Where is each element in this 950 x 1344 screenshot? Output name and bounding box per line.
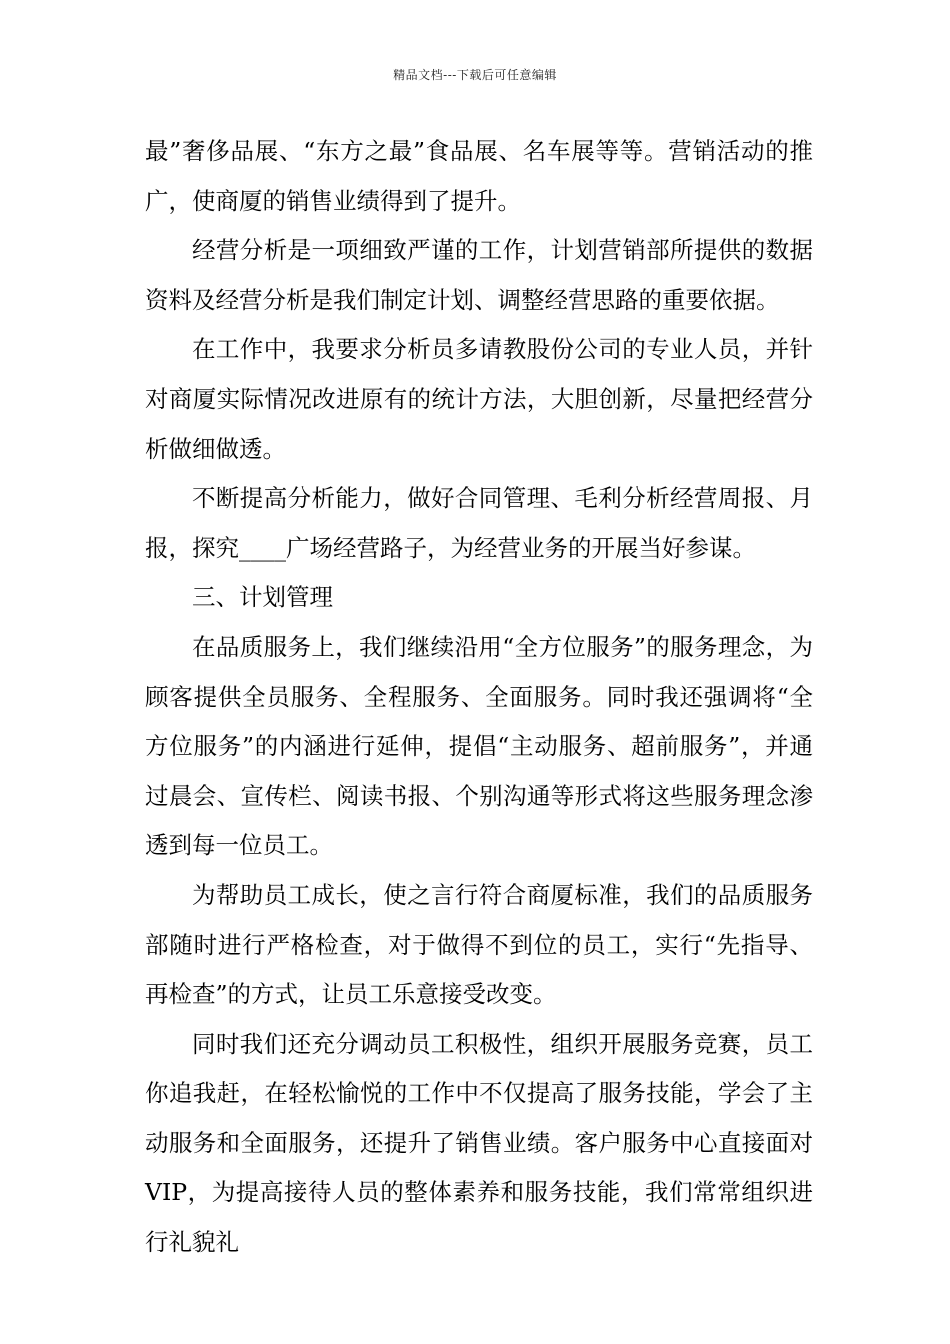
paragraph: 在品质服务上，我们继续沿用“全方位服务”的服务理念，为顾客提供全员服务、全程服务、全面服务。同时我还强调将“全方位服务”的内涵进行延伸，提倡“主动服务、超前服务”，并通过晨会、宣传栏、阅读书报、个别沟通等形式将这些服务理念渗透到每一位员工。 [145, 632, 813, 860]
paragraph: 为帮助员工成长，使之言行符合商厦标准，我们的品质服务部随时进行严格检查，对于做得不到位的员工，实行“先指导、再检查”的方式，让员工乐意接受改变。 [145, 880, 813, 1009]
paragraph: 同时我们还充分调动员工积极性，组织开展服务竞赛，员工你追我赶，在轻松愉悦的工作中不仅提高了服务技能，学会了主动服务和全面服务，还提升了销售业绩。客户服务中心直接面对VIP，为提高接待人员的整体素养和服务技能，我们常常组织进行礼貌礼 [145, 1029, 813, 1257]
paragraph: 经营分析是一项细致严谨的工作，计划营销部所提供的数据资料及经营分析是我们制定计划、调整经营思路的重要依据。 [145, 236, 813, 314]
page-header: 精品文档---下载后可任意编辑 [393, 68, 557, 82]
paragraph: 在工作中，我要求分析员多请教股份公司的专业人员，并针对商厦实际情况改进原有的统计方法，大胆创新，尽量把经营分析做细做透。 [145, 335, 813, 463]
section-heading: 三、计划管理 [192, 583, 333, 612]
paragraph: 不断提高分析能力，做好合同管理、毛利分析经营周报、月报，探究____广场经营路子，为经营业务的开展当好参谋。 [145, 484, 813, 562]
paragraph-continuation: 最”奢侈品展、“东方之最”食品展、名车展等等。营销活动的推广，使商厦的销售业绩得到了提升。 [145, 137, 813, 215]
document-body [145, 127, 813, 1268]
